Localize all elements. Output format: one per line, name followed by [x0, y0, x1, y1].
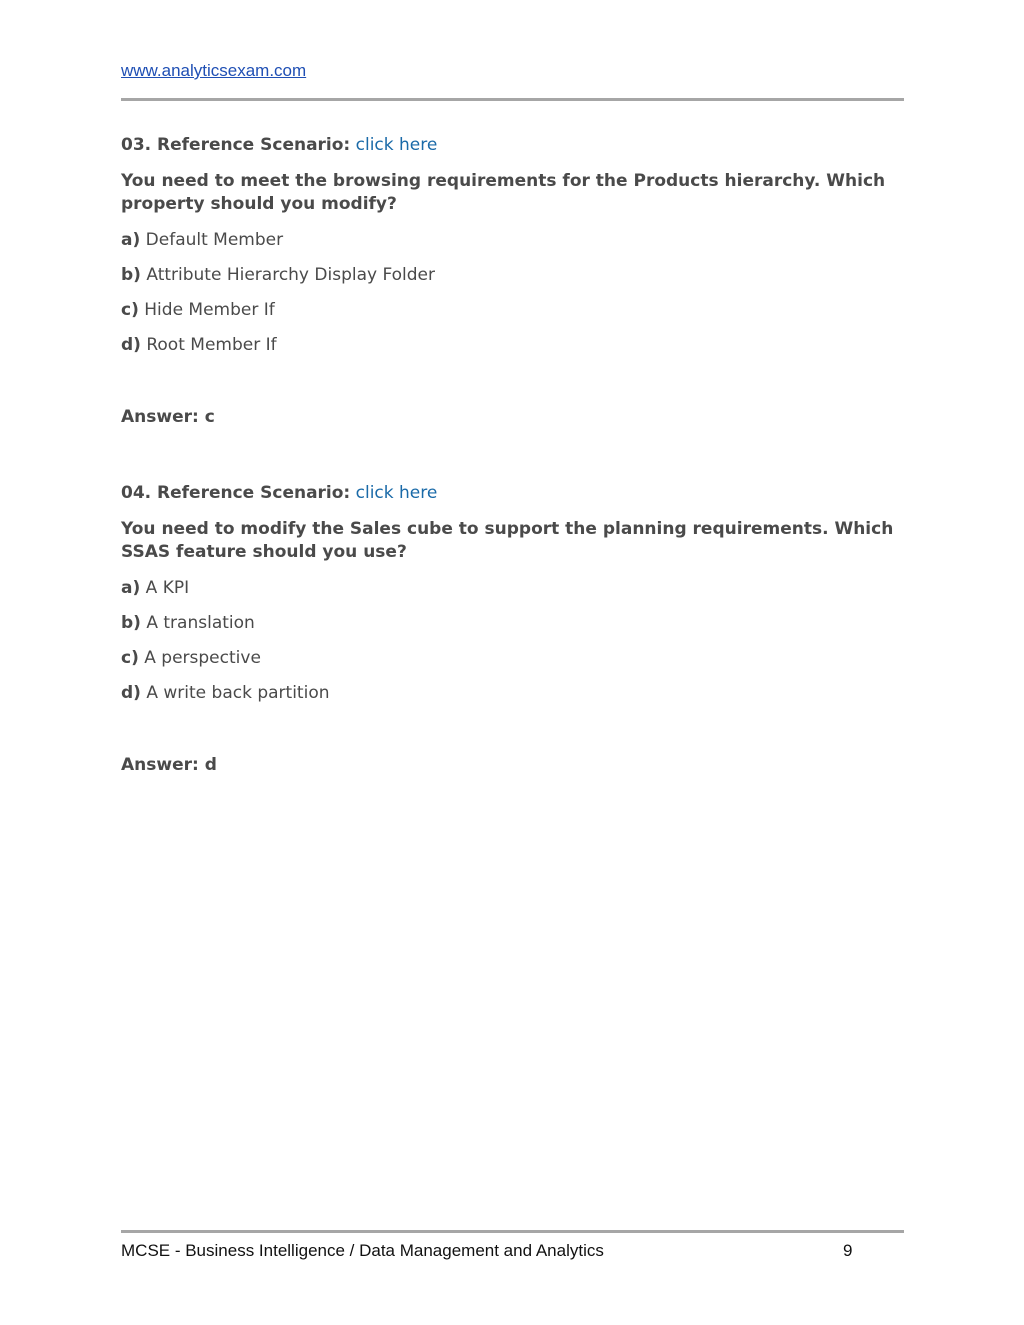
scenario-label: 03. Reference Scenario:	[121, 135, 351, 155]
option-letter: a)	[121, 578, 141, 598]
option-letter: b)	[121, 613, 141, 633]
option-a	[121, 577, 911, 599]
answer-line: Answer: c	[121, 407, 215, 427]
page-number: 9	[843, 1241, 853, 1260]
question-04	[121, 482, 911, 776]
option-b	[121, 264, 911, 286]
option-text: A write back partition	[146, 683, 330, 703]
option-letter: c)	[121, 300, 139, 320]
scenario-line	[121, 482, 911, 504]
question-stem: You need to modify the Sales cube to support the planning requirements. Which SSAS feature should you use?	[121, 519, 894, 562]
answer-line: Answer: d	[121, 755, 217, 775]
option-text: Attribute Hierarchy Display Folder	[146, 265, 436, 285]
option-c	[121, 647, 911, 669]
option-text: A KPI	[145, 578, 190, 598]
option-d	[121, 682, 911, 704]
option-letter: d)	[121, 335, 141, 355]
footer-divider	[121, 1230, 904, 1233]
scenario-link[interactable]: click here	[355, 483, 438, 503]
scenario-line	[121, 134, 911, 156]
scenario-link[interactable]: click here	[355, 135, 438, 155]
option-text: Root Member If	[146, 335, 277, 355]
option-a	[121, 229, 911, 251]
header-divider	[121, 98, 904, 101]
option-letter: c)	[121, 648, 139, 668]
option-text: A perspective	[144, 648, 261, 668]
option-d	[121, 334, 911, 356]
option-letter: a)	[121, 230, 141, 250]
footer-title: MCSE - Business Intelligence / Data Management and Analytics	[121, 1241, 604, 1260]
option-c	[121, 299, 911, 321]
option-text: Default Member	[145, 230, 284, 250]
option-text: Hide Member If	[144, 300, 275, 320]
option-b	[121, 612, 911, 634]
option-letter: b)	[121, 265, 141, 285]
question-stem: You need to meet the browsing requirements for the Products hierarchy. Which property should you modify?	[121, 171, 886, 214]
scenario-label: 04. Reference Scenario:	[121, 483, 351, 503]
header-url-link[interactable]: www.analyticsexam.com	[121, 61, 307, 80]
option-text: A translation	[146, 613, 255, 633]
option-letter: d)	[121, 683, 141, 703]
question-03	[121, 134, 911, 428]
